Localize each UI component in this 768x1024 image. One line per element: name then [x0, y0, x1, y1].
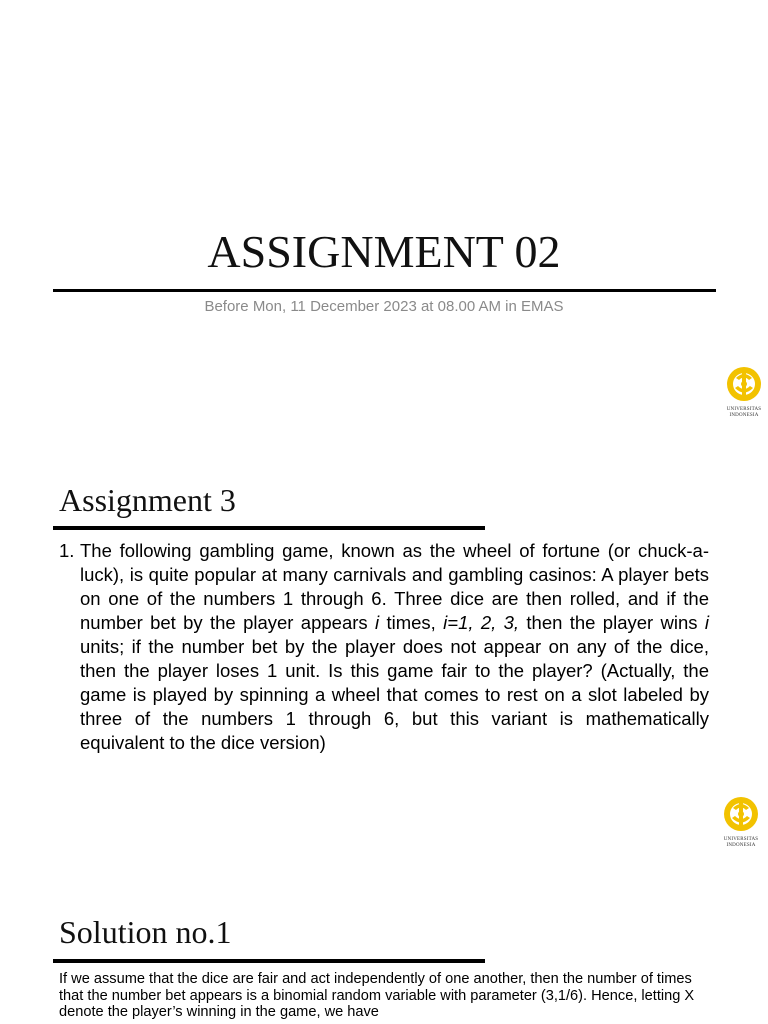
heading-divider: [53, 526, 485, 530]
university-logo: [722, 364, 766, 420]
logo-caption: UNIVERSITAS INDONESIA: [726, 407, 762, 418]
question-number: 1.: [59, 540, 75, 561]
logo-caption: UNIVERSITAS INDONESIA: [723, 837, 759, 848]
heading-divider: [53, 959, 485, 963]
makara-logo-icon: [719, 794, 763, 836]
section-heading: Assignment 3: [59, 482, 236, 518]
solution-slide: [0, 864, 768, 1024]
title-slide: [0, 0, 768, 432]
question-item: [59, 539, 709, 755]
question-text: The following gambling game, known as the wheel of fortune (or chuck-a-luck), is quite popular at many carnivals and gambling casinos: A player bets on one of the numbers 1 through 6. Three dice are then rolled, and if the number bet by the player appears i times, i=1, 2, 3, then the player wins i units; if the number bet by the player does not appear on any of the dice, then the player loses 1 unit. Is this game fair to the player? (Actually, the game is played by spinning a wheel that comes to rest on a slot labeled by three of the numbers 1 through 6, but this variant is mathematically equivalent to the dice version): [80, 540, 709, 753]
section-heading: Solution no.1: [59, 914, 232, 950]
solution-text: If we assume that the dice are fair and act independently of one another, then the number of times that the number bet appears is a binomial random variable with parameter (3,1/6). Hence, letting X denote the player’s winning in the game, we have: [59, 971, 695, 1020]
page-title: ASSIGNMENT 02: [207, 226, 561, 277]
title-divider: [53, 289, 716, 292]
page-subtitle: Before Mon, 11 December 2023 at 08.00 AM in EMAS: [204, 298, 564, 315]
university-logo: [719, 794, 763, 850]
makara-logo-icon: [722, 364, 766, 406]
assignment-slide: [0, 432, 768, 864]
